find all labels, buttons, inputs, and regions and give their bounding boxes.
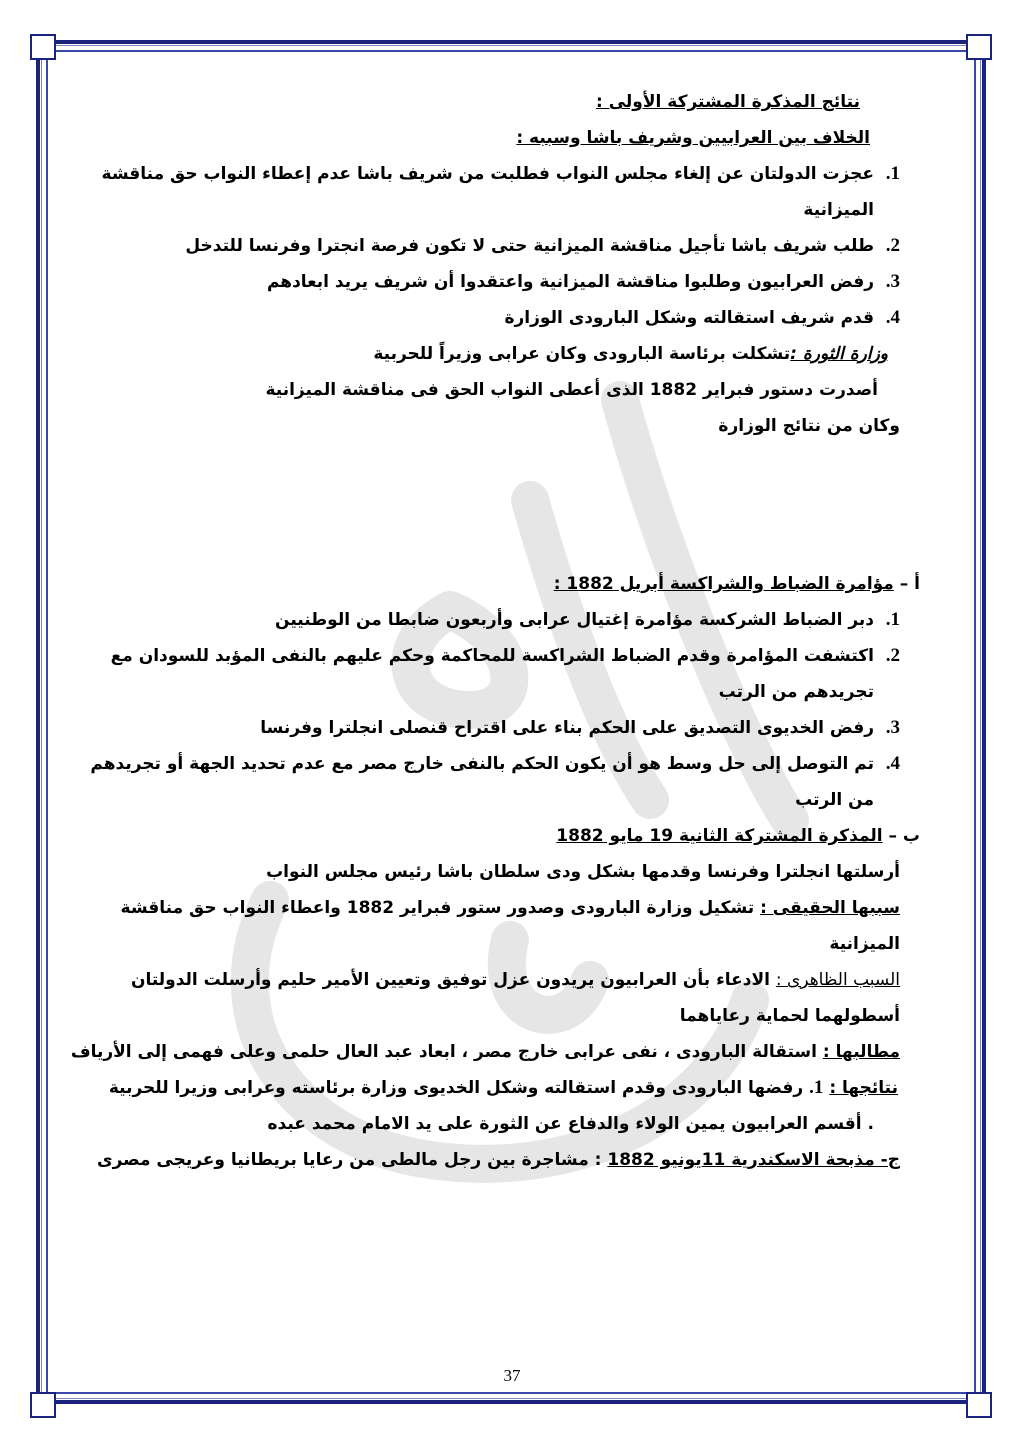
list-item: 2. طلب شريف باشا تأجيل مناقشة الميزانية حتى لا تكون فرصة انجترا وفرنسا للتدخل [185,235,900,256]
list-item: 1. عجزت الدولتان عن إلغاء مجلس النواب فطلبت من شريف باشا عدم إعطاء النواب حق مناقشة الميزانية [101,163,900,220]
list-item: 4. قدم شريف استقالته وشكل البارودى الوزارة [504,307,900,328]
real-cause: سببها الحقيقى : تشكيل وزارة البارودى وصدور ستور فبراير 1882 واعطاء النواب حق مناقشة الميزانية [120,898,900,954]
section1-list [60,156,900,336]
revolution-ministry: وزارة الثورة :تشكلت برئاسة البارودى وكان عرابى وزيراً للحربية [373,344,888,364]
apparent-cause: السبب الظاهرى : الادعاء بأن العرابيون يريدون عزل توفيق وتعيين الأمير حليم وأرسلت الدولتان أسطولهما لحماية رعاياهما [130,970,900,1026]
results-line: وكان من نتائج الوزارة [718,416,900,436]
section2-title: أ – مؤامرة الضباط والشراكسة أبريل 1882 : [553,574,920,594]
section4: ج- مذبحة الاسكندرية 11يونيو 1882 : مشاجرة بين رجل مالطى من رعايا بريطانيا وعريجى مصرى [97,1150,900,1170]
spacer [60,444,900,566]
border-corner-top-left [30,34,56,60]
section3-title: ب – المذكرة المشتركة الثانية 19 مايو 1882 [556,826,920,846]
sent-line: أرسلتها انجلترا وفرنسا وقدمها بشكل ودى سلطان باشا رئيس مجلس النواب [266,862,900,882]
list-item: 2. اكتشفت المؤامرة وقدم الضباط الشراكسة للمحاكمة وحكم عليهم بالنفى المؤبد للسودان مع تجريدهم من الرتب [110,645,900,702]
border-corner-bottom-left [30,1392,56,1418]
results-3-second: . أقسم العرابيون يمين الولاء والدفاع عن الثورة على يد الامام محمد عبده [267,1114,874,1134]
demands: مطالبها : استقالة البارودى ، نفى عرابى خارج مصر ، ابعاد عبد العال حلمى وعلى فهمى إلى الأرياف [70,1042,900,1062]
border-corner-bottom-right [966,1392,992,1418]
list-item: 4. تم التوصل إلى حل وسط هو أن يكون الحكم بالنفى خارج مصر مع عدم تحديد الجهة أو تجريدهم من الرتب [90,753,900,810]
constitution-line: أصدرت دستور فبراير 1882 الذى أعطى النواب الحق فى مناقشة الميزانية [265,380,878,400]
results-3: نتائجها : 1. رفضها البارودى وقدم استقالته وشكل الخديوى وزارة برئاسته وعرابى وزيرا للحربية [108,1077,898,1098]
document-body [60,84,920,1178]
dispute-heading: الخلاف بين العرابيين وشريف باشا وسببه : [516,128,870,148]
list-item: 1. دبر الضباط الشركسة مؤامرة إغتيال عرابى وأربعون ضابطا من الوطنيين [275,609,900,630]
border-corner-top-right [966,34,992,60]
list-item: 3. رفض العرابيون وطلبوا مناقشة الميزانية واعتقدوا أن شريف يريد ابعادهم [266,271,900,292]
list-item: 3. رفض الخديوى التصديق على الحكم بناء على اقتراح قنصلى انجلترا وفرنسا [260,717,900,738]
section2-list [60,602,900,818]
page-number: 37 [503,1366,521,1385]
section1-title: نتائج المذكرة المشتركة الأولى : [596,92,860,112]
